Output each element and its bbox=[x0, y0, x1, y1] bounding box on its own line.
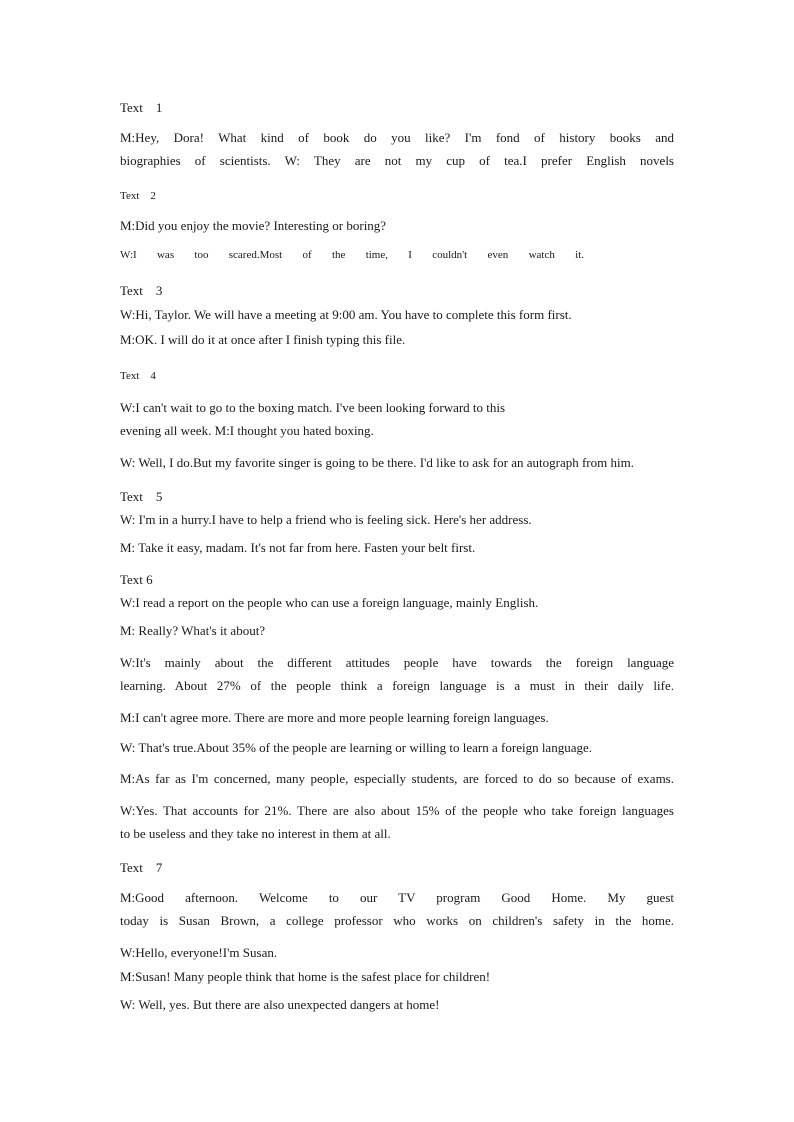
text-4-line: W: Well, I do.But my favorite singer is going to be there. I'd like to ask for an autograph from him. bbox=[120, 455, 634, 470]
text-6-line: to be useless and they take no interest in them at all. bbox=[120, 826, 391, 841]
text-3-line: W:Hi, Taylor. We will have a meeting at 9:00 am. You have to complete this form first. bbox=[120, 307, 572, 322]
text-5-line: M: Take it easy, madam. It's not far from here. Fasten your belt first. bbox=[120, 540, 476, 555]
text-6-line: M:As far as I'm concerned, many people, especially students, are forced to do so because of exams. bbox=[120, 771, 674, 786]
text-1-line: biographies of scientists. W: They are not my cup of tea.I prefer English novels bbox=[120, 153, 674, 168]
text-4-heading: Text 4 bbox=[120, 370, 156, 382]
text-7-line: W: Well, yes. But there are also unexpected dangers at home! bbox=[120, 997, 440, 1012]
text-6-line: W: That's true.About 35% of the people are learning or willing to learn a foreign language. bbox=[120, 740, 592, 755]
text-2-line: M:Did you enjoy the movie? Interesting or boring? bbox=[120, 218, 387, 233]
text-6-line: W:Yes. That accounts for 21%. There are also about 15% of the people who take foreign languages bbox=[120, 803, 674, 818]
text-5-line: W: I'm in a hurry.I have to help a friend who is feeling sick. Here's her address. bbox=[120, 512, 532, 527]
text-4-line: evening all week. M:I thought you hated boxing. bbox=[120, 423, 374, 438]
text-6-line: learning. About 27% of the people think a foreign language is a must in their daily life. bbox=[120, 678, 674, 693]
text-6-heading: Text 6 bbox=[120, 572, 153, 587]
text-7-heading: Text 7 bbox=[120, 860, 163, 875]
text-6-line: W:It's mainly about the different attitudes people have towards the foreign language bbox=[120, 655, 674, 670]
text-2-line: W:I was too scared.Most of the time, I couldn't even watch it. bbox=[120, 249, 584, 261]
text-6-line: W:I read a report on the people who can use a foreign language, mainly English. bbox=[120, 595, 539, 610]
text-6-line: M:I can't agree more. There are more and more people learning foreign languages. bbox=[120, 710, 549, 725]
text-3-line: M:OK. I will do it at once after I finish typing this file. bbox=[120, 332, 406, 347]
text-7-line: M:Susan! Many people think that home is the safest place for children! bbox=[120, 969, 491, 984]
text-2-heading: Text 2 bbox=[120, 190, 156, 202]
text-4-line: W:I can't wait to go to the boxing match. I've been looking forward to this bbox=[120, 400, 506, 415]
text-7-line: M:Good afternoon. Welcome to our TV program Good Home. My guest bbox=[120, 890, 674, 905]
text-7-line: W:Hello, everyone!I'm Susan. bbox=[120, 945, 278, 960]
text-1-heading: Text 1 bbox=[120, 100, 163, 115]
text-3-heading: Text 3 bbox=[120, 283, 163, 298]
text-6-line: M: Really? What's it about? bbox=[120, 623, 266, 638]
text-1-line: M:Hey, Dora! What kind of book do you like? I'm fond of history books and bbox=[120, 130, 674, 145]
text-7-line: today is Susan Brown, a college professor who works on children's safety in the home. bbox=[120, 913, 674, 928]
text-5-heading: Text 5 bbox=[120, 489, 163, 504]
